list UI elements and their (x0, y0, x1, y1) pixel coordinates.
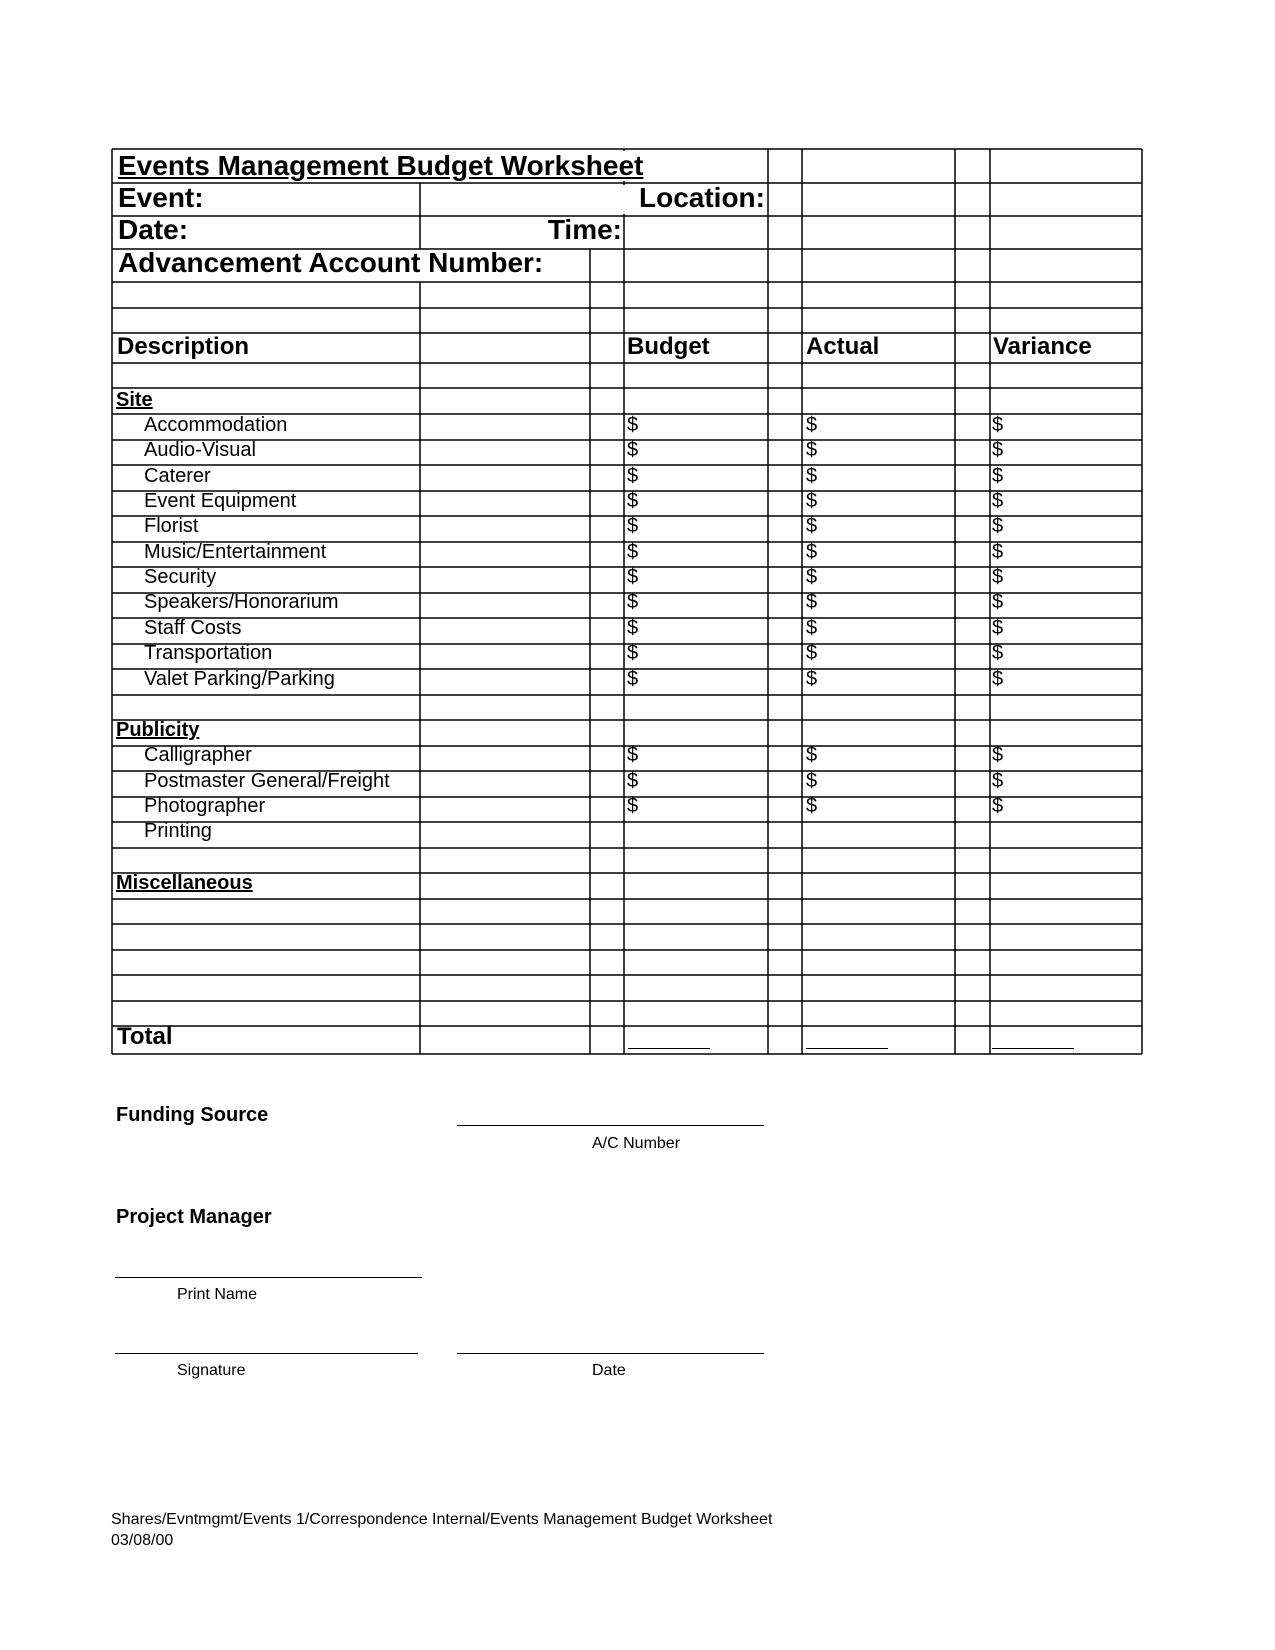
currency-symbol: $ (627, 642, 639, 664)
currency-symbol: $ (992, 566, 1004, 588)
currency-symbol: $ (627, 515, 639, 537)
event-label: Event: (118, 182, 204, 213)
line-item: Printing (144, 820, 212, 842)
line-item: Photographer (144, 795, 266, 817)
currency-symbol: $ (806, 541, 818, 563)
line-item: Calligrapher (144, 744, 252, 766)
currency-symbol: $ (992, 591, 1004, 613)
currency-symbol: $ (806, 617, 818, 639)
currency-symbol: $ (806, 642, 818, 664)
ac-number-line (457, 1125, 764, 1126)
currency-symbol: $ (627, 795, 639, 817)
currency-symbol: $ (992, 668, 1004, 690)
currency-symbol: $ (992, 642, 1004, 664)
file-path: Shares/Evntmgmt/Events 1/Correspondence Internal/Events Management Budget Worksheet (111, 1511, 773, 1528)
date-line (457, 1353, 764, 1354)
currency-symbol: $ (806, 439, 818, 461)
worksheet-title: Events Management Budget Worksheet (118, 150, 644, 181)
line-item: Transportation (144, 642, 273, 664)
description-column-header: Description (117, 333, 250, 360)
line-item: Postmaster General/Freight (144, 770, 390, 792)
actual-column-header: Actual (806, 333, 880, 360)
currency-symbol: $ (806, 414, 818, 436)
actual-total-underline (806, 1048, 888, 1049)
line-item: Audio-Visual (144, 439, 256, 461)
currency-symbol: $ (806, 591, 818, 613)
signature-caption: Signature (177, 1362, 246, 1379)
currency-symbol: $ (806, 770, 818, 792)
line-item: Valet Parking/Parking (144, 668, 335, 690)
date-label: Date: (118, 214, 189, 245)
print-name-caption: Print Name (177, 1286, 258, 1303)
currency-symbol: $ (992, 744, 1004, 766)
currency-symbol: $ (806, 465, 818, 487)
currency-symbol: $ (806, 515, 818, 537)
currency-symbol: $ (806, 744, 818, 766)
budget-column-header: Budget (627, 333, 710, 360)
currency-symbol: $ (806, 490, 818, 512)
merged-cell-mask (622, 185, 626, 214)
currency-symbol: $ (992, 515, 1004, 537)
currency-symbol: $ (992, 465, 1004, 487)
currency-symbol: $ (627, 566, 639, 588)
currency-symbol: $ (992, 795, 1004, 817)
funding-source-label: Funding Source (116, 1104, 269, 1126)
line-item: Staff Costs (144, 617, 242, 639)
time-label: Time: (547, 214, 622, 245)
section-publicity: Publicity (116, 719, 200, 741)
currency-symbol: $ (992, 414, 1004, 436)
currency-symbol: $ (992, 770, 1004, 792)
currency-symbol: $ (627, 668, 639, 690)
currency-symbol: $ (992, 617, 1004, 639)
currency-symbol: $ (627, 617, 639, 639)
currency-symbol: $ (627, 490, 639, 512)
line-item: Speakers/Honorarium (144, 591, 339, 613)
document-date: 03/08/00 (111, 1532, 174, 1549)
currency-symbol: $ (806, 566, 818, 588)
currency-symbol: $ (806, 668, 818, 690)
location-label: Location: (639, 182, 765, 213)
currency-symbol: $ (627, 591, 639, 613)
line-item: Accommodation (144, 414, 288, 436)
account-number-label: Advancement Account Number: (118, 247, 544, 278)
date-caption: Date (592, 1362, 626, 1379)
currency-symbol: $ (992, 439, 1004, 461)
variance-column-header: Variance (993, 333, 1092, 360)
currency-symbol: $ (627, 465, 639, 487)
currency-symbol: $ (806, 795, 818, 817)
variance-total-underline (992, 1048, 1074, 1049)
currency-symbol: $ (992, 541, 1004, 563)
line-item: Event Equipment (144, 490, 297, 512)
ac-number-caption: A/C Number (592, 1135, 681, 1152)
line-item: Security (144, 566, 217, 588)
print-name-line (115, 1277, 422, 1278)
currency-symbol: $ (627, 744, 639, 766)
section-miscellaneous: Miscellaneous (116, 872, 253, 894)
line-item: Caterer (144, 465, 211, 487)
budget-total-underline (628, 1048, 710, 1049)
currency-symbol: $ (992, 490, 1004, 512)
currency-symbol: $ (627, 414, 639, 436)
project-manager-label: Project Manager (116, 1206, 272, 1228)
total-label: Total (117, 1023, 173, 1050)
signature-line (115, 1353, 418, 1354)
currency-symbol: $ (627, 770, 639, 792)
section-site: Site (116, 389, 153, 411)
currency-symbol: $ (627, 541, 639, 563)
line-item: Florist (144, 515, 199, 537)
currency-symbol: $ (627, 439, 639, 461)
line-item: Music/Entertainment (144, 541, 327, 563)
